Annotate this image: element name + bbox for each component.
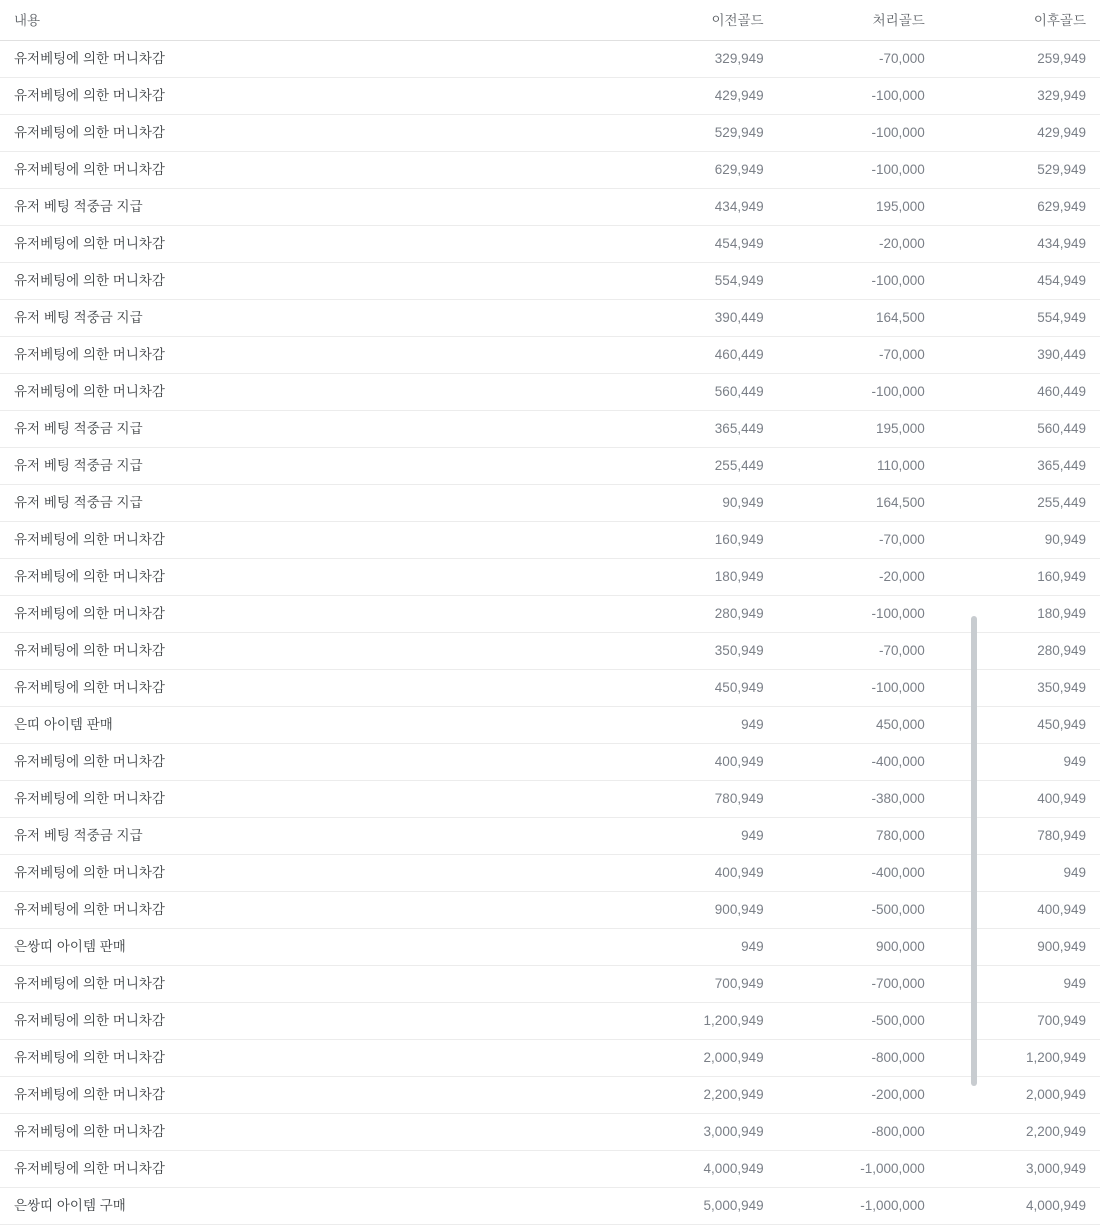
cell-description: 유저베팅에 의한 머니차감	[0, 337, 616, 374]
table-row[interactable]	[0, 485, 1100, 522]
table-row[interactable]	[0, 411, 1100, 448]
cell-previous-gold: 460,449	[616, 337, 777, 374]
table-row[interactable]	[0, 78, 1100, 115]
table-row[interactable]	[0, 1188, 1100, 1225]
cell-processed-gold: 164,500	[778, 300, 939, 337]
cell-previous-gold: 400,949	[616, 855, 777, 892]
cell-after-gold: 3,000,949	[939, 1151, 1100, 1188]
cell-description: 유저베팅에 의한 머니차감	[0, 115, 616, 152]
cell-after-gold: 554,949	[939, 300, 1100, 337]
cell-description: 유저 베팅 적중금 지급	[0, 818, 616, 855]
cell-previous-gold: 390,449	[616, 300, 777, 337]
table-row[interactable]	[0, 781, 1100, 818]
table-row[interactable]	[0, 559, 1100, 596]
cell-previous-gold: 780,949	[616, 781, 777, 818]
cell-processed-gold: 900,000	[778, 929, 939, 966]
cell-previous-gold: 700,949	[616, 966, 777, 1003]
cell-previous-gold: 329,949	[616, 41, 777, 78]
table-row[interactable]	[0, 966, 1100, 1003]
table-row[interactable]	[0, 152, 1100, 189]
cell-after-gold: 329,949	[939, 78, 1100, 115]
cell-processed-gold: -800,000	[778, 1040, 939, 1077]
cell-previous-gold: 5,000,949	[616, 1188, 777, 1225]
table-row[interactable]	[0, 263, 1100, 300]
cell-processed-gold: -100,000	[778, 263, 939, 300]
cell-description: 유저 베팅 적중금 지급	[0, 300, 616, 337]
cell-processed-gold: -100,000	[778, 596, 939, 633]
column-header-description[interactable]: 내용	[0, 0, 616, 41]
cell-previous-gold: 560,449	[616, 374, 777, 411]
vertical-scrollbar[interactable]	[970, 0, 978, 1125]
cell-after-gold: 1,200,949	[939, 1040, 1100, 1077]
cell-description: 은쌍띠 아이템 판매	[0, 929, 616, 966]
cell-previous-gold: 2,200,949	[616, 1077, 777, 1114]
cell-processed-gold: -700,000	[778, 966, 939, 1003]
cell-processed-gold: -70,000	[778, 337, 939, 374]
cell-description: 유저 베팅 적중금 지급	[0, 448, 616, 485]
cell-previous-gold: 949	[616, 707, 777, 744]
table-row[interactable]	[0, 818, 1100, 855]
cell-processed-gold: -400,000	[778, 855, 939, 892]
cell-processed-gold: -1,000,000	[778, 1151, 939, 1188]
cell-description: 유저베팅에 의한 머니차감	[0, 78, 616, 115]
cell-processed-gold: -20,000	[778, 226, 939, 263]
cell-after-gold: 2,200,949	[939, 1114, 1100, 1151]
cell-description: 유저베팅에 의한 머니차감	[0, 670, 616, 707]
cell-previous-gold: 3,000,949	[616, 1114, 777, 1151]
cell-previous-gold: 4,000,949	[616, 1151, 777, 1188]
cell-description: 유저베팅에 의한 머니차감	[0, 263, 616, 300]
cell-description: 유저 베팅 적중금 지급	[0, 189, 616, 226]
table-row[interactable]	[0, 744, 1100, 781]
cell-after-gold: 400,949	[939, 892, 1100, 929]
cell-previous-gold: 2,000,949	[616, 1040, 777, 1077]
cell-description: 유저베팅에 의한 머니차감	[0, 152, 616, 189]
column-header-processed-gold[interactable]: 처리골드	[778, 0, 939, 41]
cell-after-gold: 629,949	[939, 189, 1100, 226]
table-row[interactable]	[0, 1077, 1100, 1114]
cell-description: 유저베팅에 의한 머니차감	[0, 744, 616, 781]
cell-after-gold: 90,949	[939, 522, 1100, 559]
cell-processed-gold: -70,000	[778, 41, 939, 78]
cell-after-gold: 350,949	[939, 670, 1100, 707]
cell-processed-gold: -100,000	[778, 78, 939, 115]
cell-previous-gold: 180,949	[616, 559, 777, 596]
table-row[interactable]	[0, 1151, 1100, 1188]
table-row[interactable]	[0, 1114, 1100, 1151]
cell-processed-gold: 110,000	[778, 448, 939, 485]
cell-description: 유저베팅에 의한 머니차감	[0, 1151, 616, 1188]
cell-after-gold: 365,449	[939, 448, 1100, 485]
table-row[interactable]	[0, 670, 1100, 707]
table-row[interactable]	[0, 337, 1100, 374]
cell-description: 유저베팅에 의한 머니차감	[0, 892, 616, 929]
cell-after-gold: 160,949	[939, 559, 1100, 596]
cell-processed-gold: -70,000	[778, 633, 939, 670]
cell-after-gold: 4,000,949	[939, 1188, 1100, 1225]
cell-description: 유저베팅에 의한 머니차감	[0, 633, 616, 670]
cell-after-gold: 900,949	[939, 929, 1100, 966]
table-row[interactable]	[0, 41, 1100, 78]
table-row[interactable]	[0, 892, 1100, 929]
table-header	[0, 0, 1100, 41]
table-body	[0, 41, 1100, 1225]
cell-description: 유저베팅에 의한 머니차감	[0, 855, 616, 892]
cell-after-gold: 949	[939, 966, 1100, 1003]
cell-after-gold: 529,949	[939, 152, 1100, 189]
cell-description: 유저베팅에 의한 머니차감	[0, 559, 616, 596]
table-header-row	[0, 0, 1100, 41]
table-row[interactable]	[0, 1003, 1100, 1040]
table-row[interactable]	[0, 374, 1100, 411]
table-row[interactable]	[0, 707, 1100, 744]
table-row[interactable]	[0, 855, 1100, 892]
cell-previous-gold: 554,949	[616, 263, 777, 300]
table-row[interactable]	[0, 929, 1100, 966]
cell-previous-gold: 450,949	[616, 670, 777, 707]
column-header-previous-gold[interactable]: 이전골드	[616, 0, 777, 41]
cell-after-gold: 949	[939, 744, 1100, 781]
cell-processed-gold: -400,000	[778, 744, 939, 781]
cell-previous-gold: 434,949	[616, 189, 777, 226]
cell-after-gold: 259,949	[939, 41, 1100, 78]
cell-after-gold: 454,949	[939, 263, 1100, 300]
cell-description: 유저 베팅 적중금 지급	[0, 485, 616, 522]
cell-processed-gold: -70,000	[778, 522, 939, 559]
table-row[interactable]	[0, 1040, 1100, 1077]
cell-previous-gold: 429,949	[616, 78, 777, 115]
cell-previous-gold: 1,200,949	[616, 1003, 777, 1040]
cell-processed-gold: -100,000	[778, 115, 939, 152]
table-row[interactable]	[0, 226, 1100, 263]
cell-processed-gold: -100,000	[778, 374, 939, 411]
cell-processed-gold: 164,500	[778, 485, 939, 522]
cell-previous-gold: 160,949	[616, 522, 777, 559]
table-row[interactable]	[0, 596, 1100, 633]
cell-processed-gold: 780,000	[778, 818, 939, 855]
cell-processed-gold: 195,000	[778, 411, 939, 448]
cell-previous-gold: 365,449	[616, 411, 777, 448]
cell-previous-gold: 949	[616, 818, 777, 855]
cell-after-gold: 780,949	[939, 818, 1100, 855]
cell-after-gold: 2,000,949	[939, 1077, 1100, 1114]
cell-after-gold: 949	[939, 855, 1100, 892]
table-row[interactable]	[0, 448, 1100, 485]
cell-processed-gold: -1,000,000	[778, 1188, 939, 1225]
cell-processed-gold: -500,000	[778, 892, 939, 929]
cell-description: 유저베팅에 의한 머니차감	[0, 1077, 616, 1114]
cell-description: 유저 베팅 적중금 지급	[0, 411, 616, 448]
cell-description: 유저베팅에 의한 머니차감	[0, 522, 616, 559]
cell-processed-gold: -380,000	[778, 781, 939, 818]
cell-processed-gold: -200,000	[778, 1077, 939, 1114]
cell-after-gold: 560,449	[939, 411, 1100, 448]
cell-description: 유저베팅에 의한 머니차감	[0, 1003, 616, 1040]
cell-description: 유저베팅에 의한 머니차감	[0, 374, 616, 411]
cell-previous-gold: 90,949	[616, 485, 777, 522]
cell-description: 유저베팅에 의한 머니차감	[0, 41, 616, 78]
table-row[interactable]	[0, 189, 1100, 226]
cell-description: 은띠 아이템 판매	[0, 707, 616, 744]
table-row[interactable]	[0, 633, 1100, 670]
cell-previous-gold: 949	[616, 929, 777, 966]
table-row[interactable]	[0, 300, 1100, 337]
cell-after-gold: 390,449	[939, 337, 1100, 374]
cell-previous-gold: 400,949	[616, 744, 777, 781]
cell-previous-gold: 350,949	[616, 633, 777, 670]
cell-description: 유저베팅에 의한 머니차감	[0, 966, 616, 1003]
vertical-scrollbar-thumb[interactable]	[971, 616, 977, 1086]
cell-previous-gold: 454,949	[616, 226, 777, 263]
cell-processed-gold: 195,000	[778, 189, 939, 226]
table-row[interactable]	[0, 115, 1100, 152]
cell-processed-gold: -20,000	[778, 559, 939, 596]
cell-previous-gold: 900,949	[616, 892, 777, 929]
cell-previous-gold: 629,949	[616, 152, 777, 189]
cell-after-gold: 255,449	[939, 485, 1100, 522]
cell-after-gold: 700,949	[939, 1003, 1100, 1040]
cell-description: 유저베팅에 의한 머니차감	[0, 1114, 616, 1151]
cell-previous-gold: 280,949	[616, 596, 777, 633]
cell-description: 유저베팅에 의한 머니차감	[0, 1040, 616, 1077]
cell-after-gold: 280,949	[939, 633, 1100, 670]
cell-processed-gold: -500,000	[778, 1003, 939, 1040]
cell-after-gold: 460,449	[939, 374, 1100, 411]
cell-processed-gold: 450,000	[778, 707, 939, 744]
cell-processed-gold: -100,000	[778, 152, 939, 189]
column-header-after-gold[interactable]: 이후골드	[939, 0, 1100, 41]
cell-after-gold: 400,949	[939, 781, 1100, 818]
cell-after-gold: 450,949	[939, 707, 1100, 744]
cell-previous-gold: 255,449	[616, 448, 777, 485]
cell-description: 유저베팅에 의한 머니차감	[0, 781, 616, 818]
cell-description: 유저베팅에 의한 머니차감	[0, 226, 616, 263]
cell-description: 은쌍띠 아이템 구매	[0, 1188, 616, 1225]
cell-processed-gold: -100,000	[778, 670, 939, 707]
cell-processed-gold: -800,000	[778, 1114, 939, 1151]
cell-after-gold: 429,949	[939, 115, 1100, 152]
cell-after-gold: 180,949	[939, 596, 1100, 633]
table-row[interactable]	[0, 522, 1100, 559]
cell-after-gold: 434,949	[939, 226, 1100, 263]
cell-description: 유저베팅에 의한 머니차감	[0, 596, 616, 633]
cell-previous-gold: 529,949	[616, 115, 777, 152]
